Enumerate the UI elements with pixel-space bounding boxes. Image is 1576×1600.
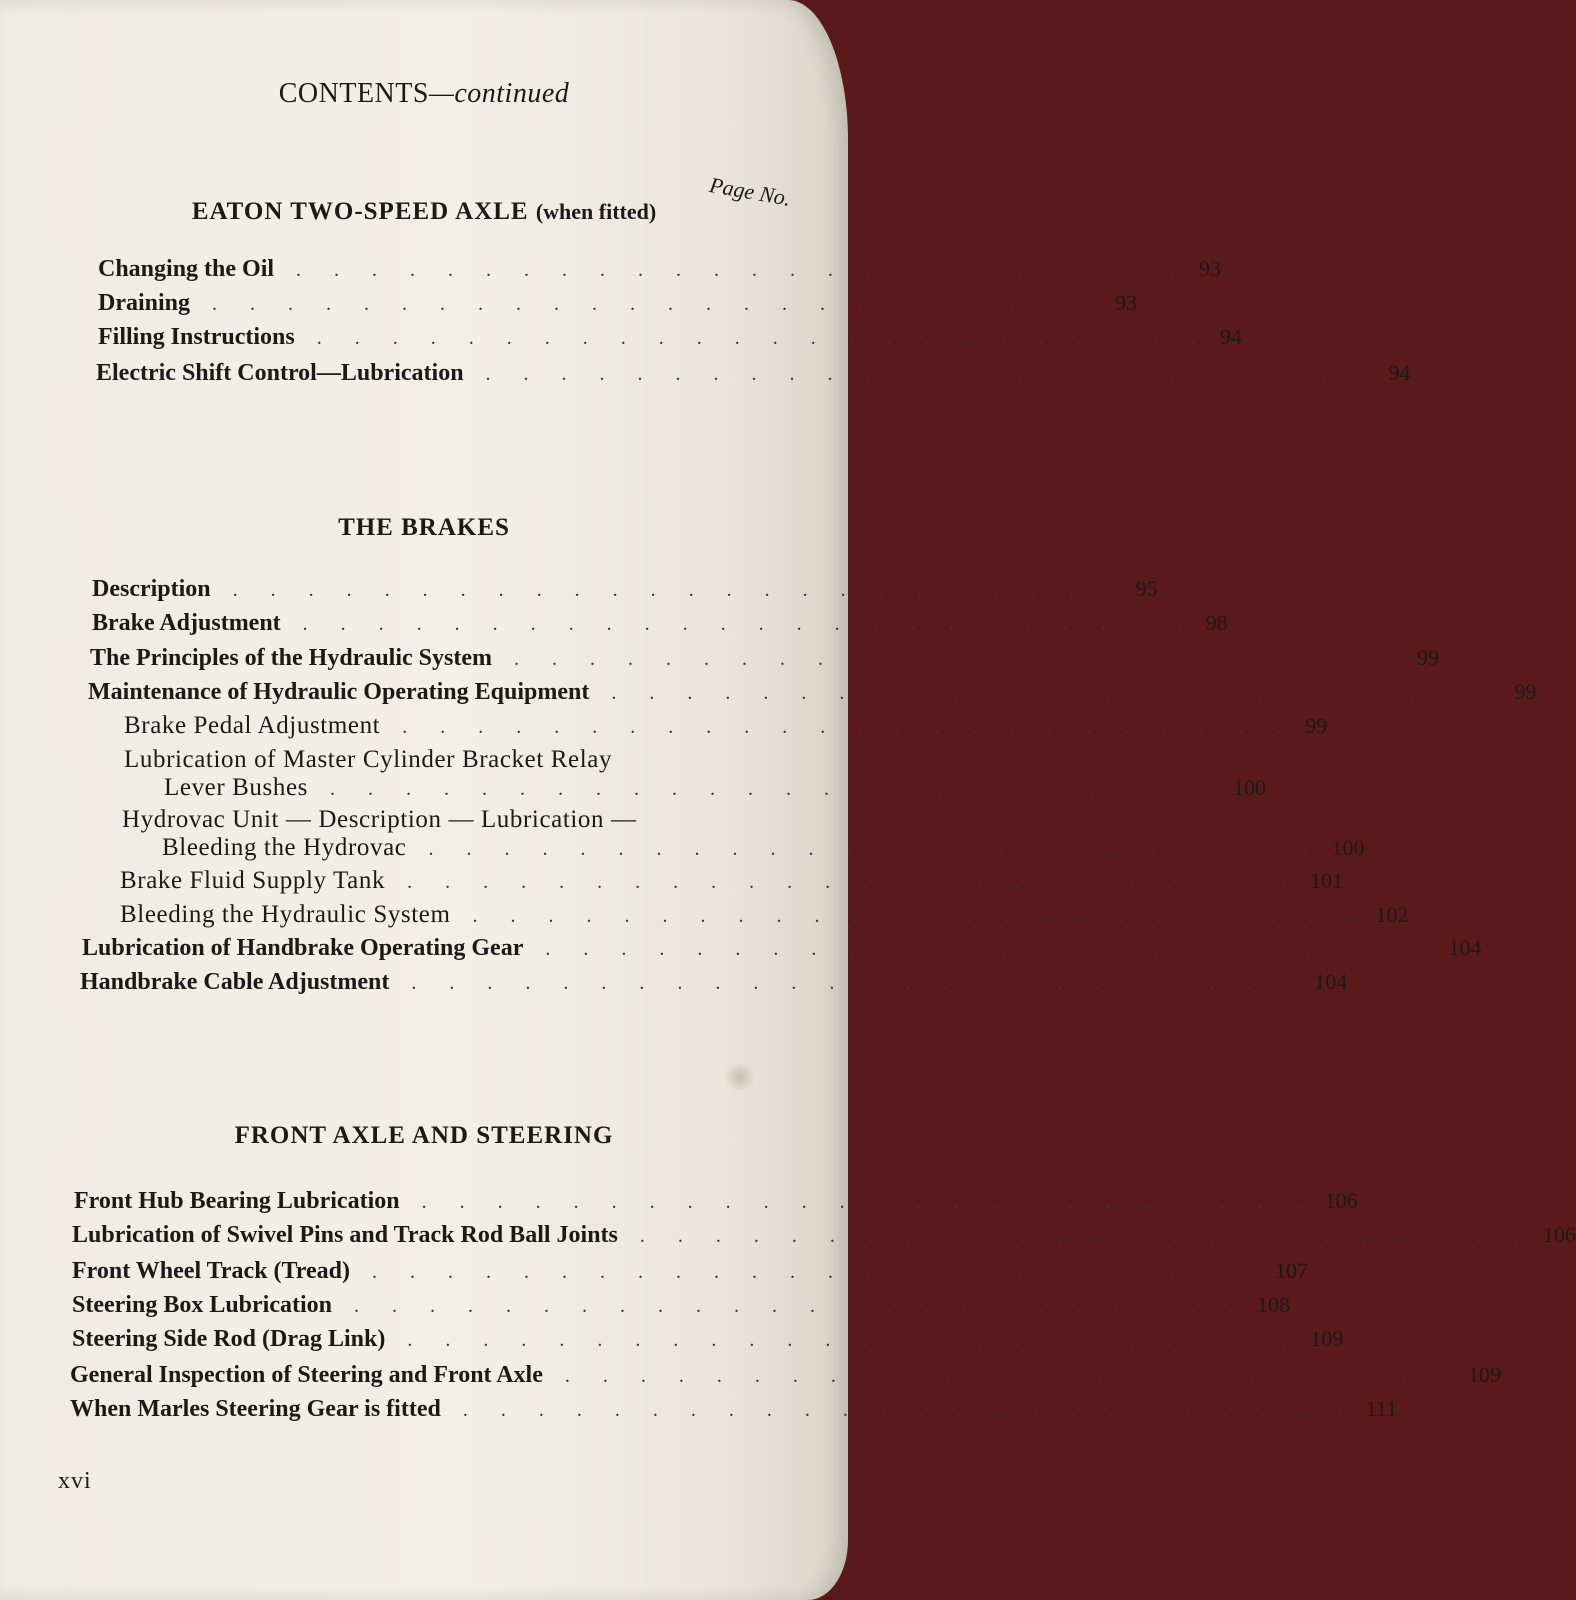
- toc-entry-page: 93: [1199, 256, 1222, 281]
- toc-entry-page: 108: [1257, 1292, 1291, 1317]
- toc-entry-page: 106: [1324, 1188, 1358, 1213]
- toc-entry[interactable]: [98, 324, 1242, 358]
- toc-entry[interactable]: [80, 969, 1348, 1003]
- dot-leader: . . . . . . . . . . . . . . . . . . . . . . . .: [296, 259, 1190, 281]
- toc-entry-label-line1: Hydrovac Unit — Description — Lubrication —: [122, 806, 637, 833]
- toc-entry-page: 106: [1542, 1222, 1576, 1247]
- dot-leader: . . . . . . . . . . . . . . . . . . . . . . . .: [302, 613, 1196, 635]
- toc-entry-label: Lubrication of Handbrake Operating Gear: [82, 935, 524, 961]
- dot-leader: . . . . . . . . . . . . . . . . . . . . . . . .: [428, 838, 1322, 860]
- toc-entry-page: 101: [1310, 868, 1344, 893]
- toc-entry-page: 99: [1416, 645, 1439, 670]
- contents-heading: [0, 78, 848, 110]
- dot-leader: . . . . . . . . . . . . . . . . . . . . . . . .: [564, 1365, 1458, 1387]
- toc-entry-page: 93: [1115, 290, 1138, 315]
- toc-entry-label: Handbrake Cable Adjustment: [80, 969, 390, 995]
- toc-entry-label: Brake Fluid Supply Tank: [120, 867, 386, 894]
- page-no-label: Page No.: [707, 172, 793, 211]
- toc-entry-label: Front Hub Bearing Lubrication: [74, 1188, 400, 1214]
- dot-leader: . . . . . . . . . . . . . . . . . . . . . . . .: [407, 871, 1301, 893]
- toc-entry[interactable]: [98, 256, 1222, 290]
- dot-leader: . . . . . . . . . . . . . . . . . . . . . . . .: [485, 363, 1379, 385]
- toc-entry-label: Lever Bushes: [164, 774, 308, 801]
- section-title-eaton: [0, 198, 848, 226]
- toc-entry[interactable]: [120, 901, 1409, 935]
- dot-leader: . . . . . . . . . . . . . . . . . . . . . . . .: [421, 1191, 1315, 1213]
- toc-entry-label: Bleeding the Hydrovac: [162, 834, 407, 861]
- toc-entry[interactable]: [82, 935, 1482, 969]
- toc-entry-label: Changing the Oil: [98, 256, 275, 282]
- toc-entry-label: Brake Pedal Adjustment: [124, 712, 381, 739]
- toc-entry-page: 99: [1514, 679, 1537, 704]
- toc-entry-page: 100: [1331, 835, 1365, 860]
- toc-entry-page: 99: [1305, 713, 1328, 738]
- dot-leader: . . . . . . . . . . . . . . . . . . . . . . . .: [316, 327, 1210, 349]
- toc-entry[interactable]: [164, 774, 1266, 808]
- toc-entry-page: 111: [1365, 1396, 1398, 1421]
- toc-entry-label: General Inspection of Steering and Front Axle: [70, 1362, 543, 1388]
- toc-entry[interactable]: [92, 610, 1228, 644]
- toc-entry-label: Electric Shift Control—Lubrication: [96, 360, 464, 386]
- toc-entry-label: Front Wheel Track (Tread): [72, 1258, 350, 1284]
- toc-entry-label: Maintenance of Hydraulic Operating Equipment: [88, 679, 590, 705]
- toc-entry-label: Draining: [98, 290, 191, 316]
- toc-entry-label-line1: Lubrication of Master Cylinder Bracket Relay: [124, 746, 613, 773]
- dot-leader: . . . . . . . . . . . . . . . . . . . . . . . .: [407, 1329, 1301, 1351]
- dot-leader: . . . . . . . . . . . . . . . . . . . . . . . .: [411, 972, 1305, 994]
- dot-leader: . . . . . . . . . . . . . . . . . . . . . . . .: [639, 1225, 1533, 1247]
- toc-entry-label: Lubrication of Swivel Pins and Track Rod Ball Joints: [72, 1222, 618, 1248]
- toc-entry[interactable]: [72, 1258, 1308, 1292]
- toc-entry[interactable]: [70, 1362, 1501, 1396]
- toc-entry[interactable]: [92, 576, 1158, 610]
- toc-entry[interactable]: [124, 712, 1328, 746]
- toc-entry[interactable]: [74, 1188, 1358, 1222]
- toc-entry-page: 98: [1205, 610, 1228, 635]
- contents-title: CONTENTS: [278, 78, 429, 109]
- toc-entry[interactable]: [98, 290, 1138, 324]
- toc-entry[interactable]: [72, 1326, 1344, 1360]
- toc-entry-page: 100: [1232, 775, 1266, 800]
- toc-entry-label: When Marles Steering Gear is fitted: [70, 1396, 441, 1422]
- toc-entry[interactable]: [72, 1222, 1576, 1256]
- dot-leader: . . . . . . . . . . . . . . . . . . . . . . . .: [513, 648, 1407, 670]
- toc-entry-page: 94: [1219, 324, 1242, 349]
- toc-entry[interactable]: [88, 679, 1537, 713]
- toc-entry-page: 94: [1388, 360, 1411, 385]
- toc-entry[interactable]: [70, 1396, 1398, 1430]
- dot-leader: . . . . . . . . . . . . . . . . . . . . . . . .: [232, 579, 1126, 601]
- toc-entry-label: Bleeding the Hydraulic System: [120, 901, 451, 928]
- dot-leader: . . . . . . . . . . . . . . . . . . . . . . . .: [354, 1295, 1248, 1317]
- dot-leader: . . . . . . . . . . . . . . . . . . . . . . . .: [545, 938, 1439, 960]
- page-number: xvi: [58, 1468, 92, 1494]
- dot-leader: . . . . . . . . . . . . . . . . . . . . . . . .: [402, 716, 1296, 738]
- toc-entry[interactable]: [120, 867, 1344, 901]
- section-title-text: EATON TWO-SPEED AXLE: [191, 198, 529, 225]
- contents-continued: —continued: [428, 78, 570, 109]
- toc-entry-label: The Principles of the Hydraulic System: [90, 645, 492, 671]
- toc-entry-label: Description: [92, 576, 211, 602]
- toc-entry-label: Filling Instructions: [98, 324, 295, 350]
- dot-leader: . . . . . . . . . . . . . . . . . . . . . . . .: [329, 778, 1223, 800]
- dot-leader: . . . . . . . . . . . . . . . . . . . . . . . .: [472, 905, 1366, 927]
- toc-entry[interactable]: [96, 360, 1411, 394]
- dot-leader: . . . . . . . . . . . . . . . . . . . . . . . .: [462, 1399, 1356, 1421]
- section-title-brakes: THE BRAKES: [338, 514, 510, 541]
- toc-entry-page: 109: [1467, 1362, 1501, 1387]
- toc-entry-page: 95: [1135, 576, 1158, 601]
- toc-entry-label: Steering Side Rod (Drag Link): [72, 1326, 386, 1352]
- toc-entry[interactable]: [72, 1292, 1291, 1326]
- dot-leader: . . . . . . . . . . . . . . . . . . . . . . . .: [611, 682, 1505, 704]
- toc-entry-page: 109: [1310, 1326, 1344, 1351]
- toc-entry-page: 104: [1314, 969, 1348, 994]
- toc-entry-page: 107: [1274, 1258, 1308, 1283]
- toc-entry-label: Steering Box Lubrication: [72, 1292, 333, 1318]
- toc-entry-page: 102: [1375, 902, 1409, 927]
- dot-leader: . . . . . . . . . . . . . . . . . . . . . . . .: [212, 293, 1106, 315]
- toc-entry-label: Brake Adjustment: [92, 610, 281, 636]
- paper-stain: [722, 1064, 758, 1090]
- toc-entry-page: 104: [1448, 935, 1482, 960]
- toc-entry[interactable]: [90, 645, 1439, 679]
- section-title-front-axle: FRONT AXLE AND STEERING: [234, 1122, 614, 1149]
- toc-entry[interactable]: [162, 834, 1365, 868]
- section-subtitle: (when fitted): [535, 199, 657, 224]
- dot-leader: . . . . . . . . . . . . . . . . . . . . . . . .: [371, 1261, 1265, 1283]
